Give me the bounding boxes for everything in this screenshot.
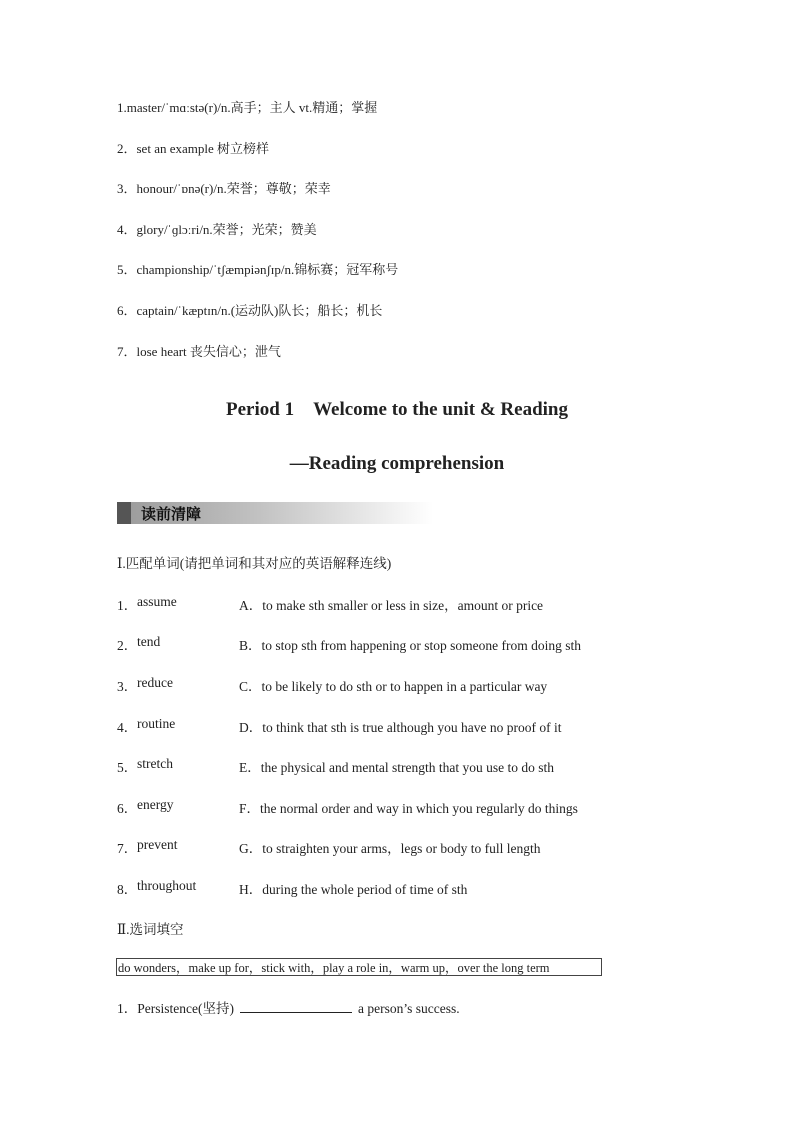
match-row (117, 756, 554, 776)
match-word: throughout (137, 878, 197, 893)
section2-heading: Ⅱ.选词填空 (117, 922, 184, 937)
match-definition: F．the normal order and way in which you regularly do things (239, 801, 578, 816)
vocab-item-7: 7．lose heart 丧失信心；泄气 (117, 344, 281, 359)
match-num: 7． (117, 841, 138, 856)
match-row (117, 675, 548, 695)
page-subtitle: —Reading comprehension (289, 453, 505, 474)
fill-suffix: a person’s success. (357, 1001, 460, 1016)
vocab-item-4: 4．glory/ˈɡlɔːri/n.荣誉；光荣；赞美 (117, 222, 317, 237)
vocab-item-1: 1.master/ˈmɑːstə(r)/n.高手；主人 vt.精通；掌握 (117, 100, 378, 115)
match-word: reduce (137, 675, 173, 690)
match-definition: H．during the whole period of time of sth (239, 882, 468, 897)
match-definition: A．to make sth smaller or less in size，amount or price (239, 598, 544, 613)
match-word: tend (137, 634, 161, 649)
match-definition: E．the physical and mental strength that you use to do sth (239, 760, 554, 775)
match-row (117, 797, 578, 817)
match-definition: C．to be likely to do sth or to happen in a particular way (239, 679, 548, 694)
match-num: 8． (117, 882, 138, 897)
match-definition: G．to straighten your arms，legs or body to full length (239, 841, 541, 856)
banner-bar (117, 502, 131, 524)
match-num: 2． (117, 638, 138, 653)
match-row (117, 837, 541, 857)
match-word: prevent (137, 837, 178, 852)
match-row (117, 594, 544, 614)
match-word: routine (137, 716, 176, 731)
word-bank-box: do wonders，make up for，stick with，play a role in，warm up，over the long term (116, 958, 602, 976)
match-word: stretch (137, 756, 173, 771)
match-num: 6． (117, 801, 138, 816)
match-row (117, 878, 468, 898)
match-num: 4． (117, 720, 138, 735)
vocab-item-6: 6．captain/ˈkæptɪn/n.(运动队)队长；船长；机长 (117, 303, 383, 318)
vocab-item-3: 3．honour/ˈɒnə(r)/n.荣誉；尊敬；荣幸 (117, 181, 331, 196)
match-word: assume (137, 594, 177, 609)
section-banner (117, 502, 433, 524)
fill-question-1 (117, 997, 460, 1017)
match-word: energy (137, 797, 174, 812)
match-definition: B．to stop sth from happening or stop someone from doing sth (239, 638, 581, 653)
section1-heading: Ⅰ.匹配单词(请把单词和其对应的英语解释连线) (117, 556, 392, 571)
match-num: 1． (117, 598, 138, 613)
banner-label: 读前清障 (141, 505, 202, 523)
answer-blank[interactable] (240, 1000, 352, 1013)
vocab-item-5: 5．championship/ˈtʃæmpiənʃɪp/n.锦标赛；冠军称号 (117, 262, 399, 277)
match-num: 3． (117, 679, 138, 694)
match-row (117, 716, 562, 736)
match-num: 5． (117, 760, 138, 775)
vocab-item-2: 2．set an example 树立榜样 (117, 141, 269, 156)
fill-prefix: 1．Persistence(坚持) (117, 1001, 234, 1016)
match-definition: D．to think that sth is true although you have no proof of it (239, 720, 562, 735)
match-row (117, 634, 581, 654)
page-title: Period 1 Welcome to the unit & Reading (226, 399, 568, 420)
